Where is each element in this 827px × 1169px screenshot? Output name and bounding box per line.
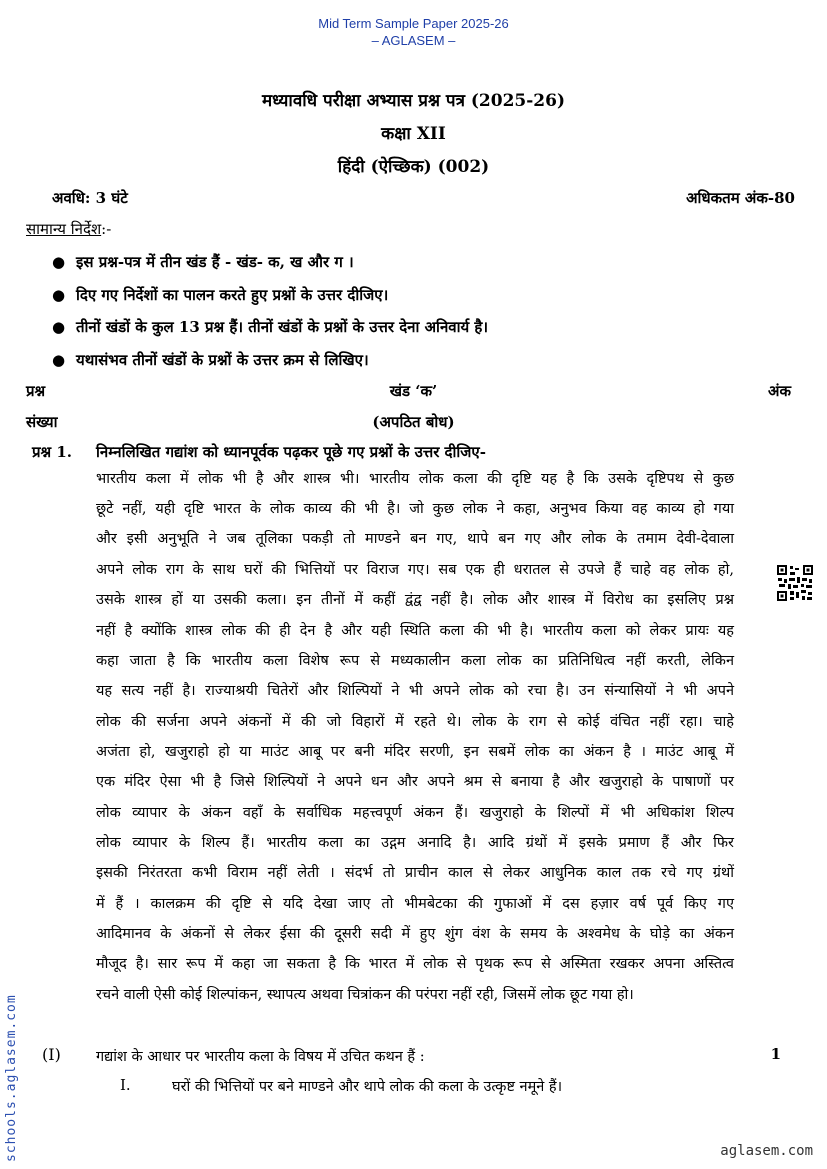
instruction-item: [52, 252, 354, 272]
instruction-item: [52, 285, 388, 305]
instruction-item: [52, 317, 488, 337]
passage-line: अजंता हो, खजुराहो हो या माउंट आबू पर बनी मंदिर सरणी, इन सबमें लोक का अंकन है । माउंट आबू में: [96, 744, 734, 760]
passage-line: लोक व्यापार के शिल्प हैं। भारतीय कला का उद्गम अनादि है। आदि ग्रंथों में इसके प्रमाण हैं और फिर: [96, 835, 734, 851]
section-subtitle: (अपठित बोध): [372, 413, 455, 431]
bullet-dot-icon: ●: [52, 253, 66, 271]
passage-line: नहीं है क्योंकि शास्त्र लोक की ही देन है और यही स्थिति कला की भी है। भारतीय कला को लेकर प्रायः यह: [96, 623, 734, 639]
instructions-heading-text: सामान्य निर्देश: [26, 220, 102, 238]
bullet-dot-icon: ●: [52, 286, 66, 304]
question-number: प्रश्न 1.: [32, 443, 73, 461]
instruction-text: तीनों खंडों के कुल 13 प्रश्न हैं। तीनों खंडों के प्रश्नों के उत्तर देना अनिवार्य है।: [76, 318, 489, 336]
instruction-item: [52, 350, 369, 370]
subquestion-marks: 1: [770, 1045, 781, 1063]
passage-line: इसकी निरंतरता कभी विराम नहीं लेती । संदर्भ तो प्राचीन काल से लेकर आधुनिक काल तक रचे गए ग्रंथों: [96, 865, 734, 881]
class-title: कक्षा XII: [381, 124, 446, 144]
bullet-dot-icon: ●: [52, 318, 66, 336]
passage-line: लोक की सर्जना अपने अंकनों में की जो विहारों में रहते थे। लोक के राग से कोई वंचित नहीं रहा। चाहे: [96, 714, 734, 730]
passage-line: में हैं । कालक्रम की दृष्टि से यदि देखा जाए तो भीमबेटका की गुफाओं में दस हज़ार वर्ष पूर्व किए गए: [96, 896, 734, 912]
passage-line: और इसी अनुभूति ने जब तूलिका पकड़ी तो माण्डने बन गए, थापे बन गए और लोक के तमाम देवी-देवाला: [96, 531, 734, 547]
instructions-heading-suffix: :-: [101, 220, 112, 238]
subject-title: हिंदी (ऐच्छिक) (002): [337, 157, 490, 177]
max-marks: अधिकतम अंक-80: [686, 189, 795, 207]
passage-line: यह सत्य नहीं है। राज्याश्रयी चितेरों और शिल्पियों ने भी अपने लोक को रचा है। उन संन्यासियों ने भी अपने: [96, 683, 734, 699]
marks-header: अंक: [768, 382, 791, 400]
passage-line: रचने वाली ऐसी कोई शिल्पांकन, स्थापत्य अथवा चित्रांकन की परंपरा नहीं रही, जिसमें लोक छूट गया हो।: [96, 987, 634, 1003]
qr-code-icon: [776, 564, 814, 602]
paper-title: मध्यावधि परीक्षा अभ्यास प्रश्न पत्र (2025-26): [262, 91, 565, 111]
passage-line: भारतीय कला में लोक भी है और शास्त्र भी। भारतीय लोक कला की दृष्टि यह है कि उसके दृष्टिपथ से कुछ: [96, 471, 734, 487]
question-instruction: निम्नलिखित गद्यांश को ध्यानपूर्वक पढ़कर पूछे गए प्रश्नों के उत्तर दीजिए-: [96, 443, 486, 461]
subquestion-number: (I): [42, 1045, 61, 1064]
passage-line: छूटे नहीं, यही दृष्टि भारत के लोक काव्य की भी है। जो कुछ लोक ने कहा, अनुभव किया वह काव्य हो गया: [96, 501, 734, 517]
header-line-1: Mid Term Sample Paper 2025-26: [318, 16, 509, 31]
passage-line: आदिमानव के अंकनों से लेकर ईसा की दूसरी सदी में हुए शुंग वंश के समय के अश्वमेध के घोड़े का अंकन: [96, 926, 734, 942]
instructions-heading: [26, 219, 111, 239]
instruction-text: यथासंभव तीनों खंडों के प्रश्नों के उत्तर क्रम से लिखिए।: [76, 351, 369, 369]
passage-line: मौजूद है। सार रूप में कहा जा सकता है कि भारत में लोक से पृथक रूप से अस्मिता रखकर अपना अस्तित्व: [96, 956, 734, 972]
passage-line: एक मंदिर ऐसा भी है जिसे शिल्पियों ने अपने धन और अपने श्रम से बनाया है और खजुराहो के पाषाणों पर: [96, 774, 734, 790]
option-number: I.: [120, 1076, 131, 1094]
right-watermark: aglasem.com: [720, 1143, 813, 1159]
instruction-text: दिए गए निर्देशों का पालन करते हुए प्रश्नों के उत्तर दीजिए।: [76, 286, 389, 304]
subquestion-text: गद्यांश के आधार पर भारतीय कला के विषय में उचित कथन हैं :: [96, 1049, 425, 1065]
duration: अवधि: 3 घंटे: [52, 189, 128, 207]
passage-line: अपने लोक राग के साथ घरों की भित्तियों पर विराज गए। सब एक ही धरातल से उपजे हैं चाहे वह लोक हो,: [96, 562, 734, 578]
passage-line: कहा जाता है कि भारतीय कला विशेष रूप से मध्यकालीन कला लोक का प्रतिनिधित्व नहीं करती, लेकिन: [96, 653, 734, 669]
question-number-header-2: संख्या: [26, 413, 58, 431]
instruction-text: इस प्रश्न-पत्र में तीन खंड हैं - खंड- क, ख और ग ।: [76, 253, 354, 271]
passage-line: उसके शास्त्र हों या उसकी कला। इन तीनों में कहीं द्वंद्व नहीं है। लोक और शास्त्र में विरोध का इसलिए प्रश्न: [96, 592, 734, 608]
passage-line: लोक व्यापार के अंकन वहाँ के सर्वाधिक महत्त्वपूर्ण अंकन हैं। खजुराहो के शिल्पों में भी अधिकांश शिल्प: [96, 805, 734, 821]
header-line-2: – AGLASEM –: [371, 33, 456, 48]
bullet-dot-icon: ●: [52, 351, 66, 369]
option-text: घरों की भित्तियों पर बने माण्डने और थापे लोक की कला के उत्कृष्ट नमूने हैं।: [172, 1079, 563, 1095]
left-watermark: schools.aglasem.com: [4, 994, 19, 1162]
section-title: खंड ‘क’: [389, 382, 438, 400]
question-number-header-1: प्रश्न: [26, 382, 46, 400]
